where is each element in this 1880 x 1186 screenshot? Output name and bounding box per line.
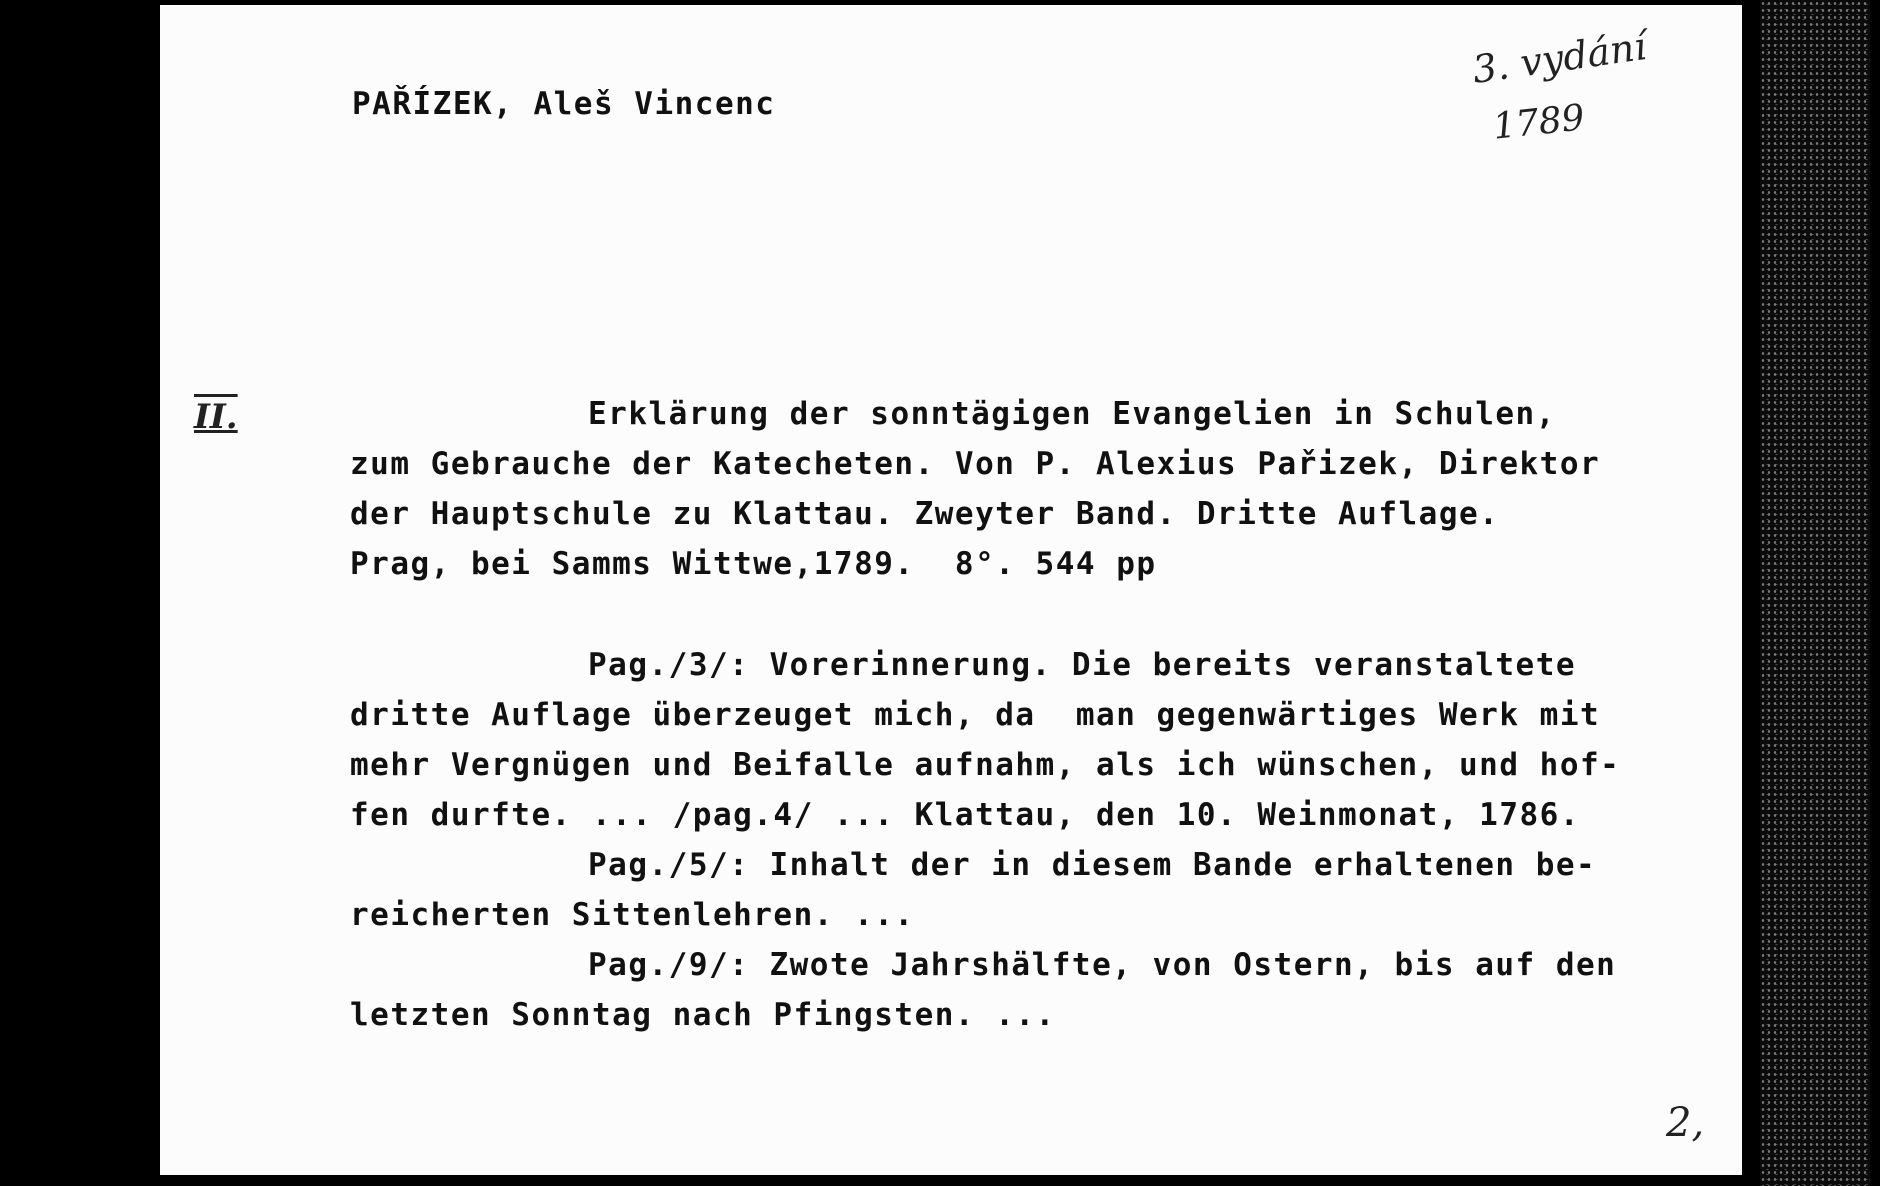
citation-line: Prag, bei Samms Wittwe,1789. 8°. 544 pp [350,546,1157,582]
edition-note: 3. vydání [1469,24,1650,92]
catalog-card [160,5,1742,1175]
citation-line: der Hauptschule zu Klattau. Zweyter Band. Dritte Auflage. [350,496,1500,532]
notes-block [350,647,1770,1050]
card-number: 2, [1666,1100,1705,1146]
notes-line: reicherten Sittenlehren. ... [350,897,915,933]
citation-block [350,396,1750,599]
notes-line: Pag./9/: Zwote Jahrshälfte, von Ostern, bis auf den [588,947,1617,983]
notes-line: letzten Sonntag nach Pfingsten. ... [350,997,1056,1033]
notes-line: Pag./5/: Inhalt der in diesem Bande erhaltenen be- [588,847,1597,883]
notes-line: Pag./3/: Vorerinnerung. Die bereits veranstaltete [588,647,1577,683]
notes-line: dritte Auflage überzeuget mich, da man gegenwärtiges Werk mit [350,697,1601,733]
author-heading: PAŘÍZEK, Aleš Vincenc [352,86,776,122]
notes-line: mehr Vergnügen und Beifalle aufnahm, als ich wünschen, und hof- [350,747,1621,783]
scan-edge-noise [1760,0,1870,1186]
volume-mark: II. [194,397,238,437]
notes-line: fen durfte. ... /pag.4/ ... Klattau, den 10. Weinmonat, 1786. [350,797,1580,833]
edition-year: 1789 [1491,97,1587,148]
citation-line: zum Gebrauche der Katecheten. Von P. Alexius Pařizek, Direktor [350,446,1601,482]
citation-line: Erklärung der sonntägigen Evangelien in Schulen, [588,396,1556,432]
